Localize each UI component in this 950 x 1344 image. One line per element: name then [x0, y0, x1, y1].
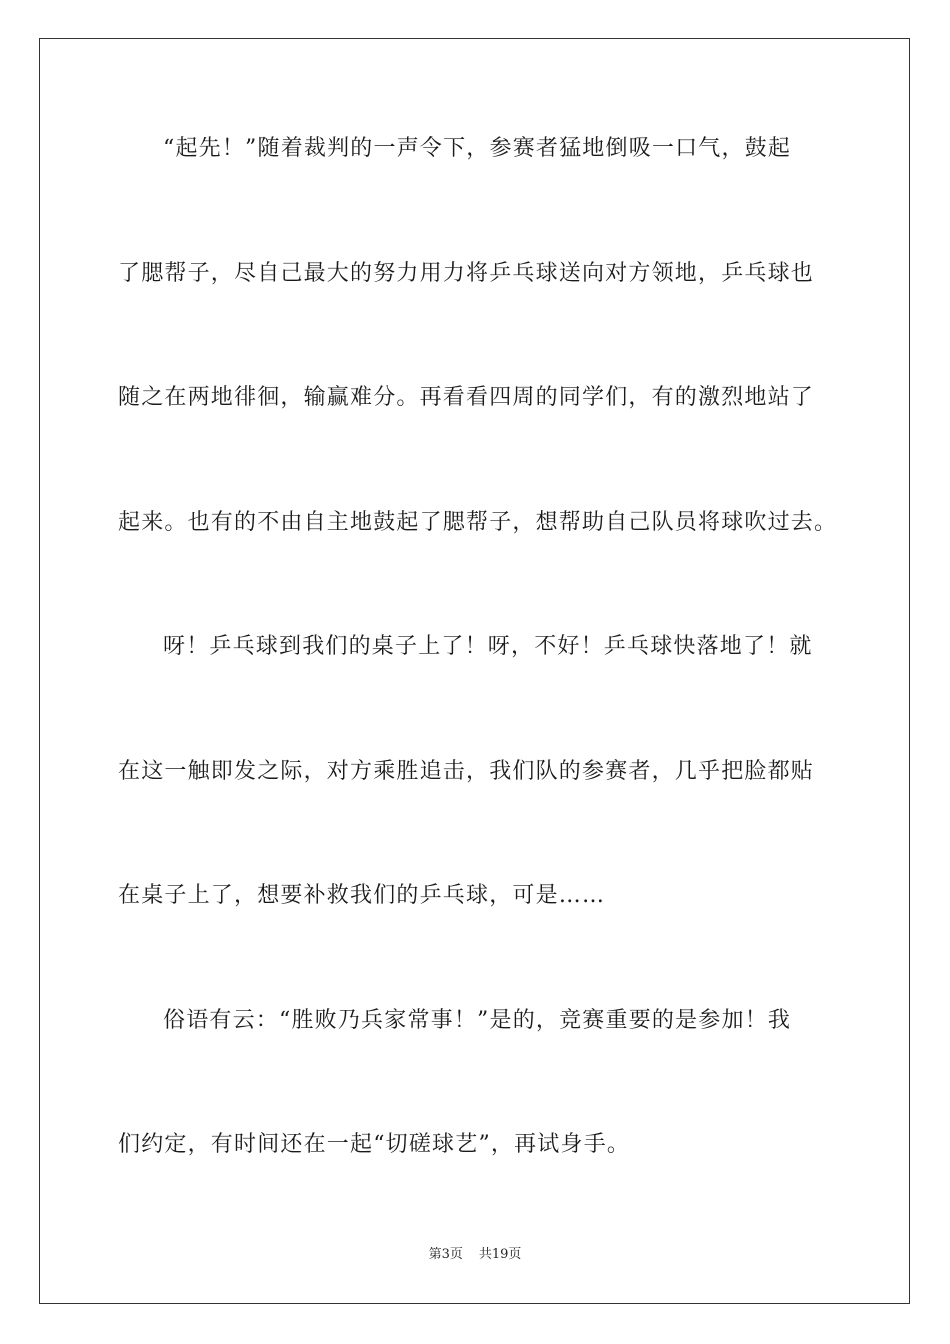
paragraph-3-line-2: 们约定，有时间还在一起“切磋球艺”，再试身手。	[118, 1132, 631, 1157]
paragraph-2-line-2: 在这一触即发之际，对方乘胜追击，我们队的参赛者，几乎把脸都贴	[118, 759, 815, 784]
paragraph-1-line-4: 起来。也有的不由自主地鼓起了腮帮子，想帮助自己队员将球吹过去。	[118, 510, 838, 535]
paragraph-2-line-3: 在桌子上了，想要补救我们的乒乓球，可是……	[118, 883, 606, 908]
page-border	[39, 38, 910, 1304]
paragraph-2-line-1: 呀！乒乓球到我们的桌子上了！呀，不好！乒乓球快落地了！就	[163, 634, 813, 659]
page-number-current: 第3页	[428, 1247, 463, 1262]
page-footer	[0, 1246, 950, 1264]
page-number-total: 共19页	[478, 1247, 522, 1262]
paragraph-1-line-2: 了腮帮子，尽自己最大的努力用力将乒乓球送向对方领地，乒乓球也	[118, 261, 815, 286]
paragraph-1-line-1: “起先！”随着裁判的一声令下，参赛者猛地倒吸一口气，鼓起	[163, 136, 792, 161]
paragraph-1-line-3: 随之在两地徘徊，输赢难分。再看看四周的同学们，有的激烈地站了	[118, 385, 815, 410]
paragraph-3-line-1: 俗语有云：“胜败乃兵家常事！”是的，竞赛重要的是参加！我	[163, 1008, 792, 1033]
